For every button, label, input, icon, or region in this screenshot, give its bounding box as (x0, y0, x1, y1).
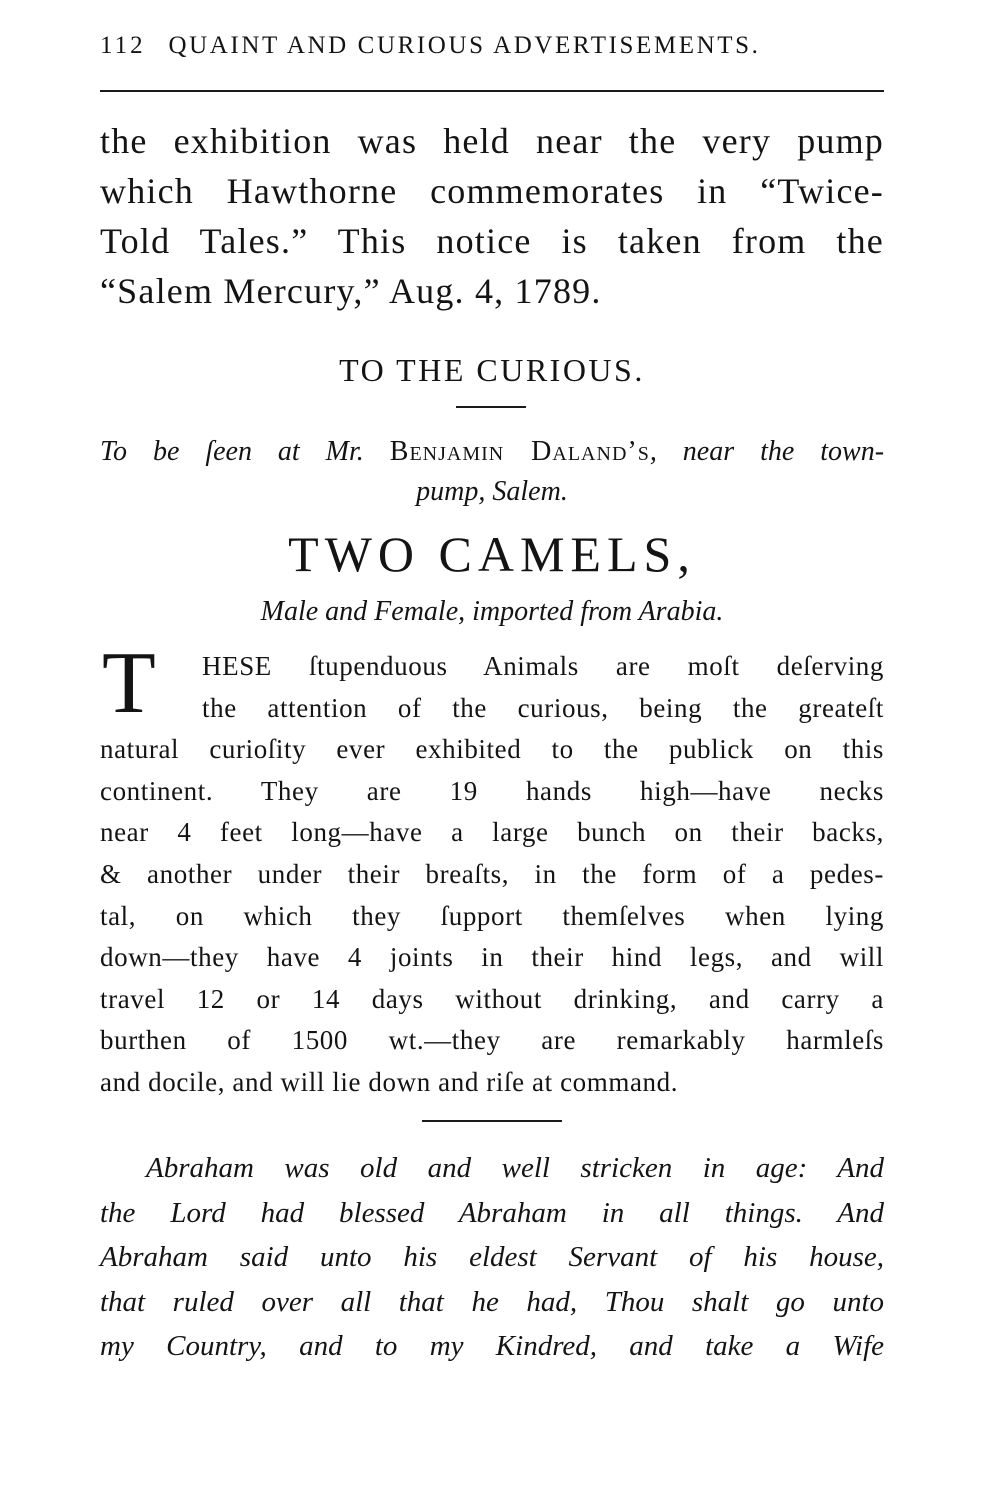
intro-line: which Hawthorne commemorates in “Twice- (100, 171, 884, 211)
header-rule (100, 90, 884, 92)
intro-line: the exhibition was held near the very pump (100, 121, 884, 161)
intro-paragraph (100, 116, 884, 316)
exhibition-notice (100, 432, 884, 512)
ad-line: HESE ſtupenduous Animals are moſt deſerving (202, 651, 884, 681)
scripture-line: that ruled over all that he had, Thou shalt go unto (100, 1285, 884, 1318)
scripture-line: Abraham was old and well stricken in age: And (146, 1152, 884, 1184)
ad-line: tal, on which they ſupport themſelves when lying (100, 900, 884, 931)
notice-line-2: pump, Salem. (416, 476, 568, 507)
ad-line: travel 12 or 14 days without drinking, and carry a (100, 983, 884, 1014)
ad-line: down—they have 4 joints in their hind legs, and will (100, 942, 884, 973)
section-rule (422, 1120, 562, 1122)
intro-line: Told Tales.” This notice is taken from the (100, 221, 884, 261)
ad-line: and docile, and will lie down and riſe at command. (100, 1066, 679, 1097)
scripture-line: my Country, and to my Kindred, and take a Wife (100, 1330, 884, 1362)
intro-line: “Salem Mercury,” Aug. 4, 1789. (100, 271, 602, 311)
notice-line (100, 432, 884, 472)
scripture-line: Abraham said unto his eldest Servant of his house, (100, 1241, 884, 1273)
running-title: QUAINT AND CURIOUS ADVERTISEMENTS. (168, 32, 761, 59)
drop-cap: T (102, 635, 156, 732)
running-head (100, 30, 884, 62)
ad-line: natural curioſity ever exhibited to the publick on this (100, 734, 884, 765)
book-page (100, 0, 884, 1504)
ad-line: the attention of the curious, being the greateſt (202, 692, 884, 723)
page-number: 112 (100, 32, 146, 59)
exhibitor-name: Benjamin Daland’s (389, 436, 650, 467)
ad-line: & another under their breaſts, in the form of a pedes- (100, 858, 884, 889)
ad-body (100, 635, 884, 1104)
notice-trail: , near the town- (649, 436, 885, 467)
scripture-passage (100, 1146, 884, 1369)
ad-line: continent. They are 19 hands high—have necks (100, 775, 884, 806)
notice-lead: To be ſeen at Mr. (100, 436, 364, 467)
scripture-line: the Lord had blessed Abraham in all things. And (100, 1196, 884, 1229)
short-rule (456, 406, 526, 408)
ad-line: near 4 feet long—have a large bunch on their backs, (100, 817, 884, 848)
section-heading: TO THE CURIOUS. (339, 352, 645, 388)
ad-line: burthen of 1500 wt.—they are remarkably harmleſs (100, 1025, 884, 1056)
ad-subtitle: Male and Female, imported from Arabia. (260, 596, 724, 627)
ad-title: TWO CAMELS, (288, 526, 696, 582)
